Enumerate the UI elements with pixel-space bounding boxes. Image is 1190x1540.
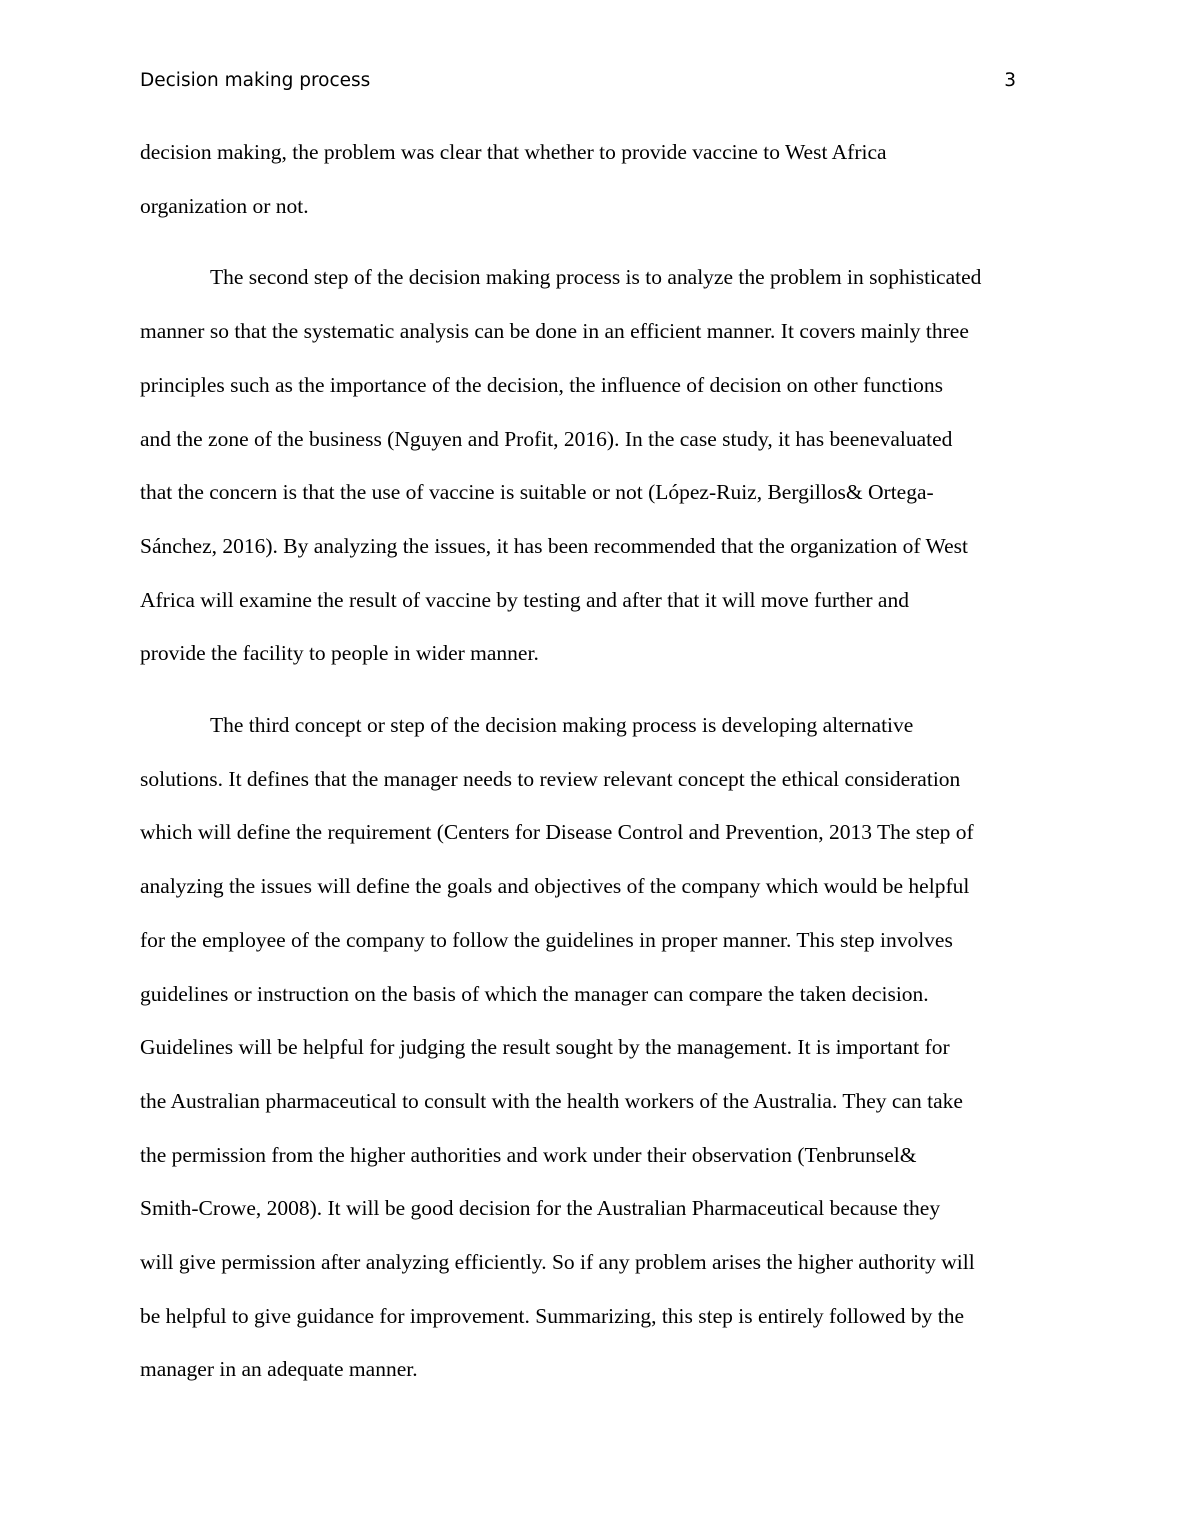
text-line: be helpful to give guidance for improvement. Summarizing, this step is entirely followed by the: [140, 1303, 964, 1328]
text-line: that the concern is that the use of vaccine is suitable or not (López-Ruiz, Bergillos& Ortega-: [140, 480, 934, 505]
text-line: and the zone of the business (Nguyen and Profit, 2016). In the case study, it has beenevaluated: [140, 426, 953, 451]
text-line: analyzing the issues will define the goals and objectives of the company which would be helpful: [140, 874, 970, 899]
text-line: The third concept or step of the decision making process is developing alternative: [210, 713, 914, 738]
page-number: 3: [1004, 70, 1016, 91]
page-header: [140, 70, 1016, 98]
text-line: manner so that the systematic analysis can be done in an efficient manner. It covers mainly three: [140, 319, 969, 344]
text-line: Africa will examine the result of vaccine by testing and after that it will move further and: [140, 587, 909, 612]
text-line: guidelines or instruction on the basis of which the manager can compare the taken decision.: [140, 981, 929, 1006]
document-body: [140, 126, 1052, 1415]
text-line: solutions. It defines that the manager needs to review relevant concept the ethical consideration: [140, 766, 961, 791]
text-line: Guidelines will be helpful for judging the result sought by the management. It is important for: [140, 1035, 950, 1060]
text-line: Sánchez, 2016). By analyzing the issues, it has been recommended that the organization of West: [140, 533, 968, 558]
paragraph-second-step: [140, 251, 1052, 681]
text-line: for the employee of the company to follow the guidelines in proper manner. This step involves: [140, 927, 953, 952]
text-line: decision making, the problem was clear that whether to provide vaccine to West Africa: [140, 140, 887, 164]
text-line: provide the facility to people in wider manner.: [140, 641, 539, 666]
running-head-title: Decision making process: [140, 70, 371, 91]
text-line: which will define the requirement (Centers for Disease Control and Prevention, 2013 The step of: [140, 820, 974, 845]
text-line: Smith-Crowe, 2008). It will be good decision for the Australian Pharmaceutical because they: [140, 1196, 941, 1221]
text-line: manager in an adequate manner.: [140, 1357, 418, 1382]
text-line: will give permission after analyzing efficiently. So if any problem arises the higher authority will: [140, 1250, 975, 1275]
text-line: the permission from the higher authorities and work under their observation (Tenbrunsel&: [140, 1142, 917, 1167]
text-line: principles such as the importance of the decision, the influence of decision on other functions: [140, 372, 944, 397]
paragraph-third-step: [140, 699, 1052, 1397]
text-line: The second step of the decision making process is to analyze the problem in sophisticated: [210, 265, 982, 290]
text-line: organization or not.: [140, 193, 309, 218]
paragraph-continuation: [140, 126, 1052, 233]
text-line: the Australian pharmaceutical to consult with the health workers of the Australia. They can take: [140, 1088, 963, 1113]
